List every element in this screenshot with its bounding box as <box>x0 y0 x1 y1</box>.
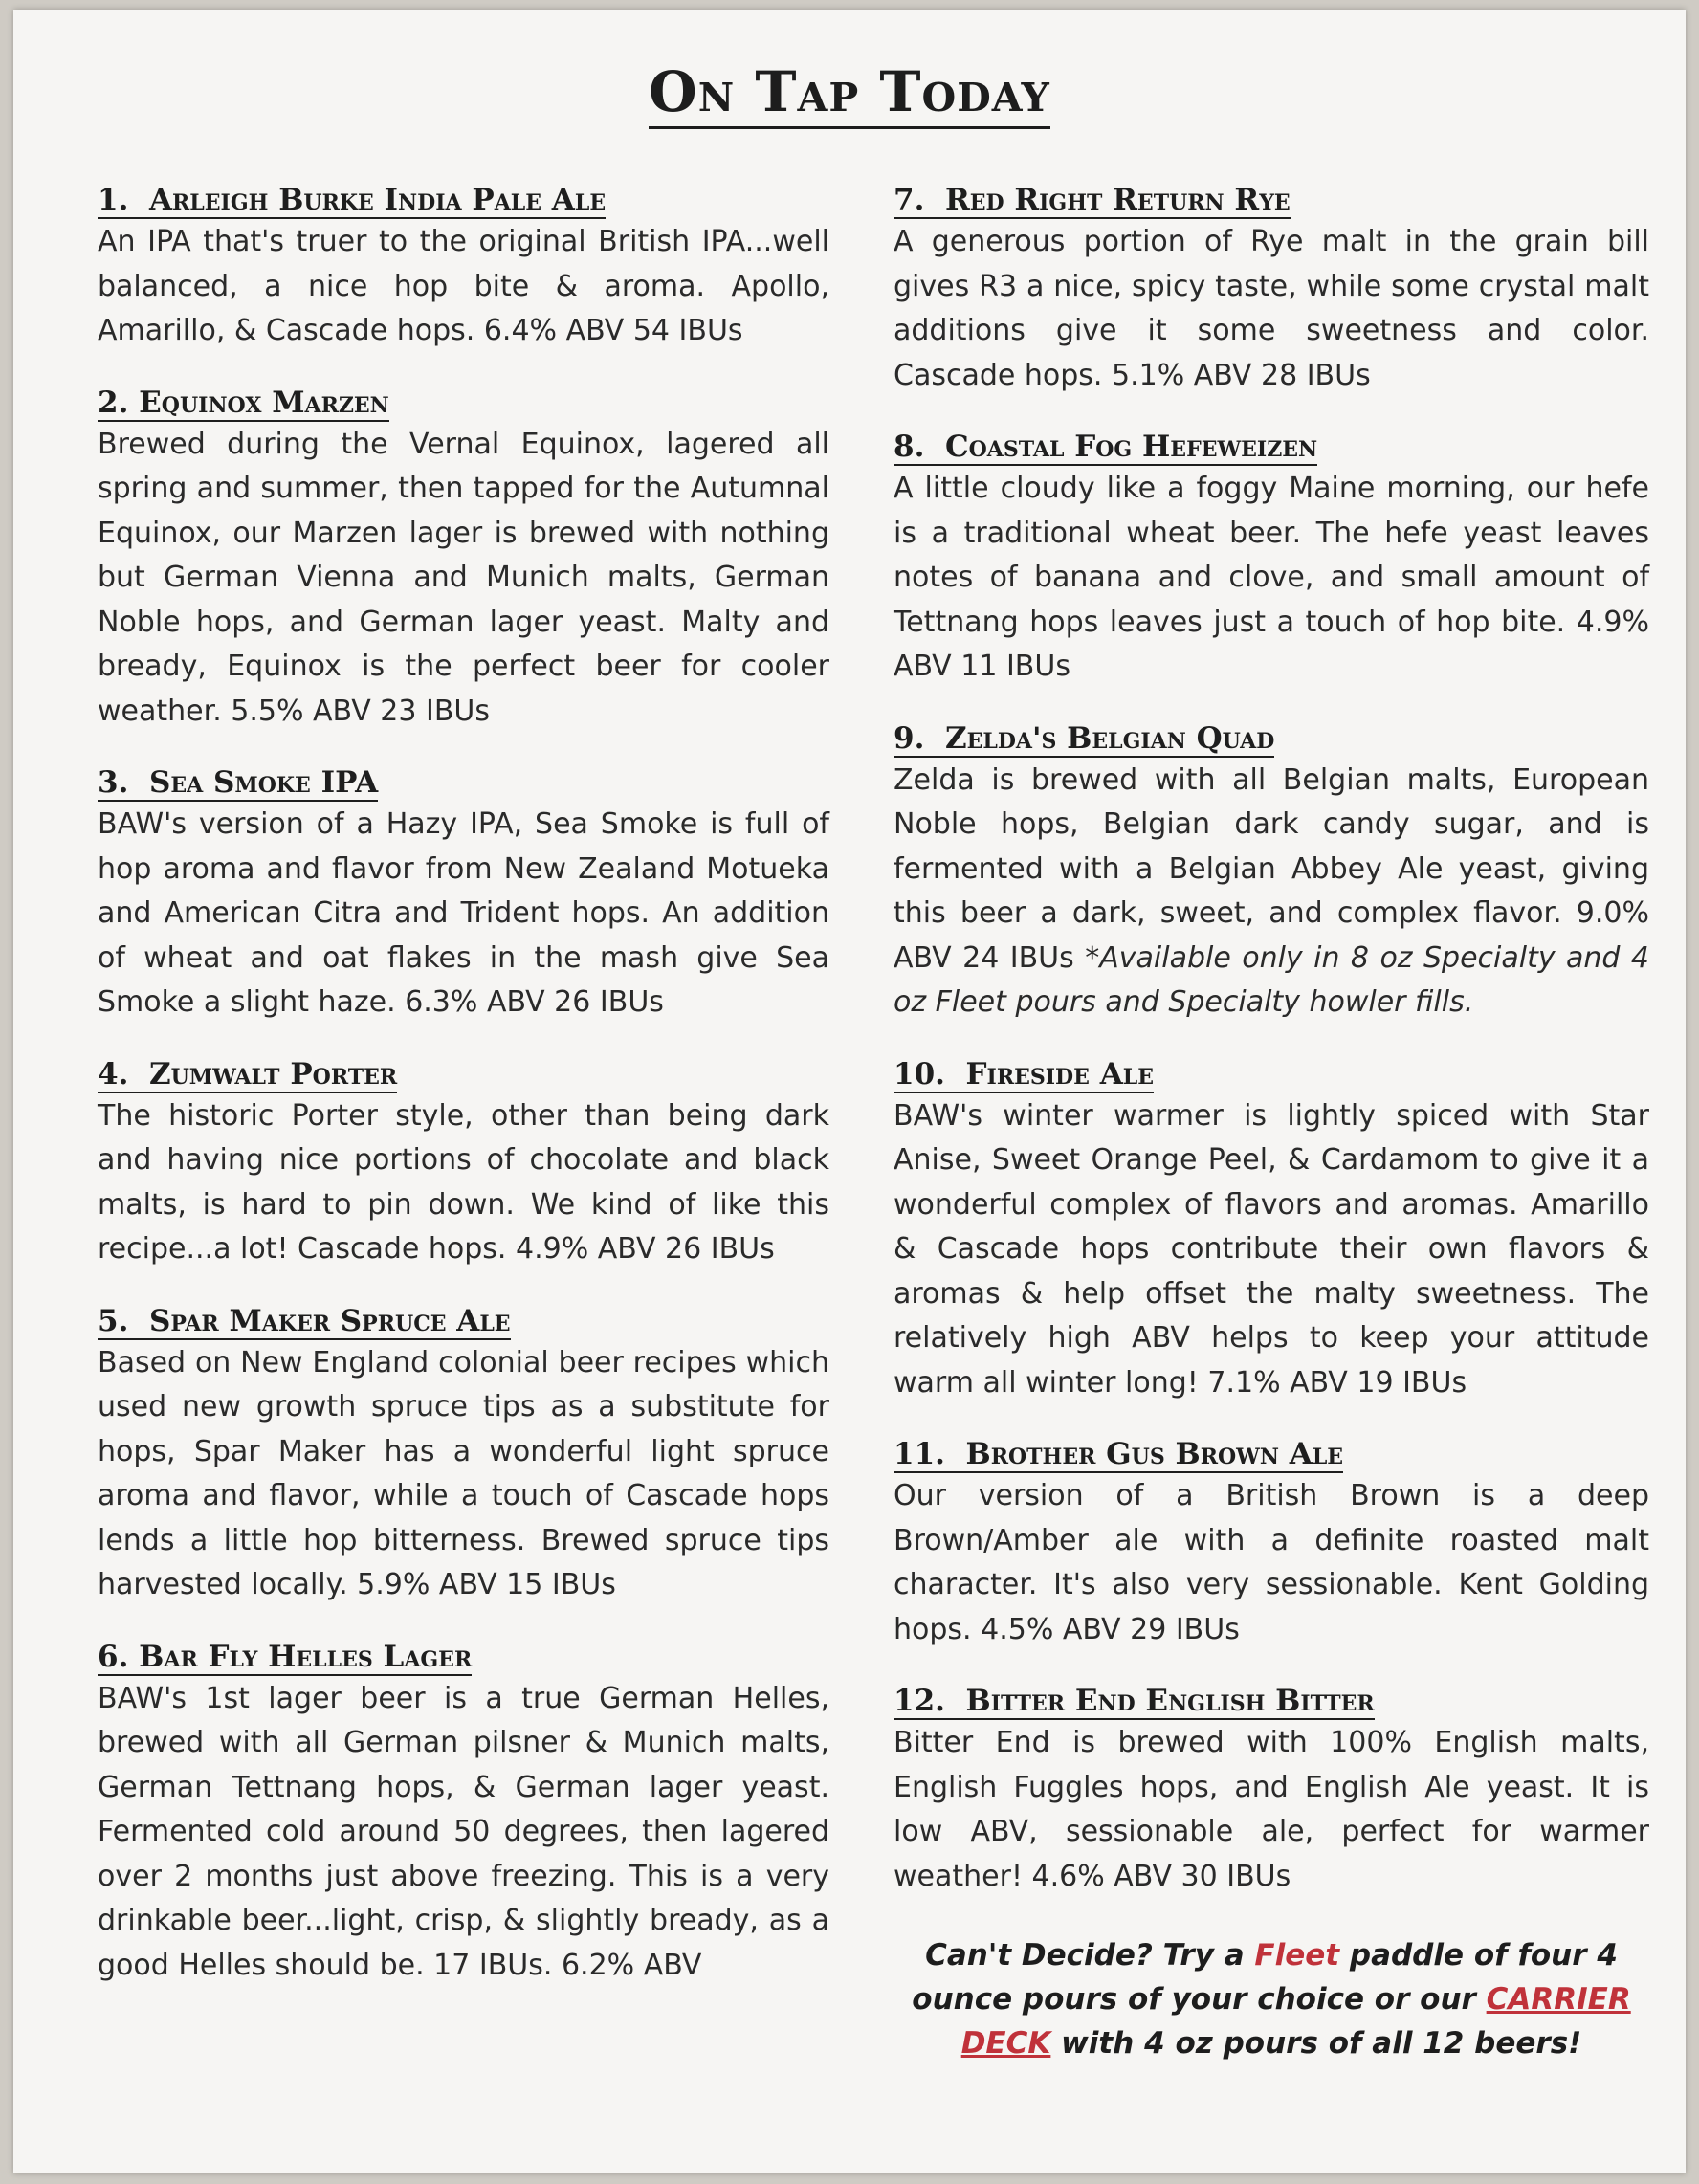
beer-name: Brother Gus Brown Ale <box>965 1437 1344 1471</box>
beer-name: Red Right Return Rye <box>944 183 1291 217</box>
menu-sheet <box>13 10 1686 2173</box>
beer-number: 10. <box>894 1056 945 1092</box>
beer-title <box>894 427 1649 467</box>
beer-stats: 7.1% ABV 19 IBUs <box>1207 1365 1467 1400</box>
beer-item-9 <box>894 718 1649 1026</box>
beer-description: An IPA that's truer to the original British IPA...well balanced, a nice hop bite & aroma. Apollo, Amarillo, & Cascade hops. 6.4% ABV 54 IBUs <box>98 225 829 347</box>
beer-description: Our version of a British Brown is a deep Brown/Amber ale with a definite roasted malt character. It's also very sessionable. Kent Golding hops. 4.5% ABV 29 IBUs <box>894 1479 1649 1646</box>
beer-title <box>98 1637 829 1677</box>
beer-number: 3. <box>98 765 129 800</box>
beer-description: BAW's 1st lager beer is a true German Helles, brewed with all German pilsner & Munich malts, German Tettnang hops, & German lager yeast. Fermented cold around 50 degrees, then lagered over 2 months just above freezing. This is a very drinkable beer...light, crisp, & slightly bready, as a good Helles should be. 17 IBUs. 6.2% ABV <box>98 1681 829 1982</box>
promo-text-1: Can't Decide? Try a <box>925 1938 1255 1973</box>
left-column <box>98 180 829 2017</box>
beer-title <box>894 1434 1649 1474</box>
beer-item-12 <box>894 1681 1649 1899</box>
beer-title <box>98 762 829 803</box>
beer-number: 5. <box>98 1303 129 1338</box>
beer-item-6 <box>98 1637 829 1989</box>
beer-description: The historic Porter style, other than being dark and having nice portions of chocolate and black malts, is hard to pin down. We kind of like this recipe...a lot! Cascade hops. 4.9% ABV 26 IBUs <box>98 1098 829 1266</box>
beer-name: Bitter End English Bitter <box>965 1684 1375 1718</box>
beer-title <box>98 383 829 423</box>
beer-stats: 5.5% ABV 23 IBUs <box>231 694 490 728</box>
beer-stats: 4.5% ABV 29 IBUs <box>981 1612 1240 1646</box>
availability-note: *Available only in 8 oz Specialty and 4 oz Fleet pours and Specialty howler fills. <box>894 940 1649 1019</box>
beer-item-8 <box>894 427 1649 690</box>
beer-title <box>894 1054 1649 1094</box>
beer-name: Fireside Ale <box>965 1056 1154 1092</box>
beer-number: 1. <box>98 183 129 217</box>
promo-footer <box>894 1933 1649 2065</box>
beer-description: Zelda is brewed with all Belgian malts, European Noble hops, Belgian dark candy sugar, and is fermented with a Belgian Abbey Ale yeast, giving this beer a dark, sweet, and complex flavor. 9.0% ABV 24 IBUs *Available only in 8 oz Specialty and 4 oz Fleet pours and Specialty howler fills. <box>894 762 1649 1019</box>
beer-stats: 6.3% ABV 26 IBUs <box>405 985 664 1019</box>
beer-item-1 <box>98 180 829 354</box>
beer-item-3 <box>98 762 829 1026</box>
promo-text-3: with 4 oz pours of all 12 beers! <box>1050 2026 1582 2061</box>
beer-description: Brewed during the Vernal Equinox, lagered all spring and summer, then tapped for the Autumnal Equinox, our Marzen lager is brewed with nothing but German Vienna and Munich malts, German Noble hops, and German lager yeast. Malty and bready, Equinox is the perfect beer for cooler weather. 5.5% ABV 23 IBUs <box>98 427 829 728</box>
beer-number: 6. <box>98 1639 129 1674</box>
beer-number: 9. <box>894 720 925 756</box>
beer-name: Zumwalt Porter <box>148 1056 398 1092</box>
beer-item-4 <box>98 1054 829 1272</box>
beer-name: Coastal Fog Hefeweizen <box>944 430 1318 464</box>
beer-name: Sea Smoke IPA <box>148 765 379 800</box>
beer-description: A little cloudy like a foggy Maine morning, our hefe is a traditional wheat beer. The hefe yeast leaves notes of banana and clove, and small amount of Tettnang hops leaves just a touch of hop bite. 4.9% ABV 11 IBUs <box>894 472 1649 683</box>
beer-title <box>98 1301 829 1341</box>
right-column <box>894 180 1649 2065</box>
beer-description: Bitter End is brewed with 100% English malts, English Fuggles hops, and English Ale yeast. It is low ABV, sessionable ale, perfect for warmer weather! 4.6% ABV 30 IBUs <box>894 1726 1649 1893</box>
beer-description: Based on New England colonial beer recipes which used new growth spruce tips as a substitute for hops, Spar Maker has a wonderful light spruce aroma and flavor, while a touch of Cascade hops lends a little hop bitterness. Brewed spruce tips harvested locally. 5.9% ABV 15 IBUs <box>98 1345 829 1601</box>
promo-text-2: paddle of four 4 ounce pours of your choice or our <box>912 1938 1618 2017</box>
beer-item-5 <box>98 1301 829 1608</box>
beer-name: Equinox Marzen <box>139 385 389 420</box>
beer-description: BAW's version of a Hazy IPA, Sea Smoke is full of hop aroma and flavor from New Zealand Motueka and American Citra and Trident hops. An addition of wheat and oat flakes in the mash give Sea Smoke a slight haze. 6.3% ABV 26 IBUs <box>98 807 829 1019</box>
carrier-deck-highlight: CARRIER DECK <box>960 1982 1631 2061</box>
beer-description: A generous portion of Rye malt in the grain bill gives R3 a nice, spicy taste, while some crystal malt additions give it some sweetness and color. Cascade hops. 5.1% ABV 28 IBUs <box>894 225 1649 392</box>
beer-title <box>98 180 829 220</box>
beer-item-11 <box>894 1434 1649 1652</box>
beer-name: Bar Fly Helles Lager <box>139 1639 473 1674</box>
beer-stats: 4.9% ABV 11 IBUs <box>894 605 1649 683</box>
beer-stats: 5.9% ABV 15 IBUs <box>357 1568 616 1601</box>
beer-item-7 <box>894 180 1649 398</box>
page-title: On Tap Today <box>13 59 1686 124</box>
beer-number: 12. <box>894 1684 945 1718</box>
beer-number: 2. <box>98 385 129 420</box>
beer-title <box>98 1054 829 1094</box>
beer-name: Spar Maker Spruce Ale <box>148 1303 511 1338</box>
fleet-highlight: Fleet <box>1254 1938 1340 1973</box>
beer-name: Zelda's Belgian Quad <box>944 720 1275 756</box>
beer-name: Arleigh Burke India Pale Ale <box>148 183 607 217</box>
beer-title <box>894 1681 1649 1721</box>
beer-stats: 5.1% ABV 28 IBUs <box>1112 358 1371 392</box>
beer-number: 7. <box>894 183 925 217</box>
beer-title <box>894 718 1649 759</box>
beer-item-10 <box>894 1054 1649 1406</box>
beer-number: 4. <box>98 1056 129 1092</box>
beer-stats: 6.4% ABV 54 IBUs <box>483 314 743 347</box>
beer-stats: 4.6% ABV 30 IBUs <box>1031 1859 1291 1893</box>
beer-number: 8. <box>894 430 925 464</box>
beer-stats: 17 IBUs. 6.2% ABV <box>433 1948 702 1982</box>
beer-stats: 4.9% ABV 26 IBUs <box>516 1232 775 1266</box>
beer-number: 11. <box>894 1437 945 1471</box>
beer-title <box>894 180 1649 220</box>
beer-description: BAW's winter warmer is lightly spiced with Star Anise, Sweet Orange Peel, & Cardamom to give it a wonderful complex of flavors and aromas. Amarillo & Cascade hops contribute their own flavors & aromas & help offset the malty sweetness. The relatively high ABV helps to keep your attitude warm all winter long! 7.1% ABV 19 IBUs <box>894 1098 1649 1400</box>
beer-item-2 <box>98 383 829 735</box>
beer-stats: 9.0% ABV 24 IBUs <box>894 896 1649 975</box>
